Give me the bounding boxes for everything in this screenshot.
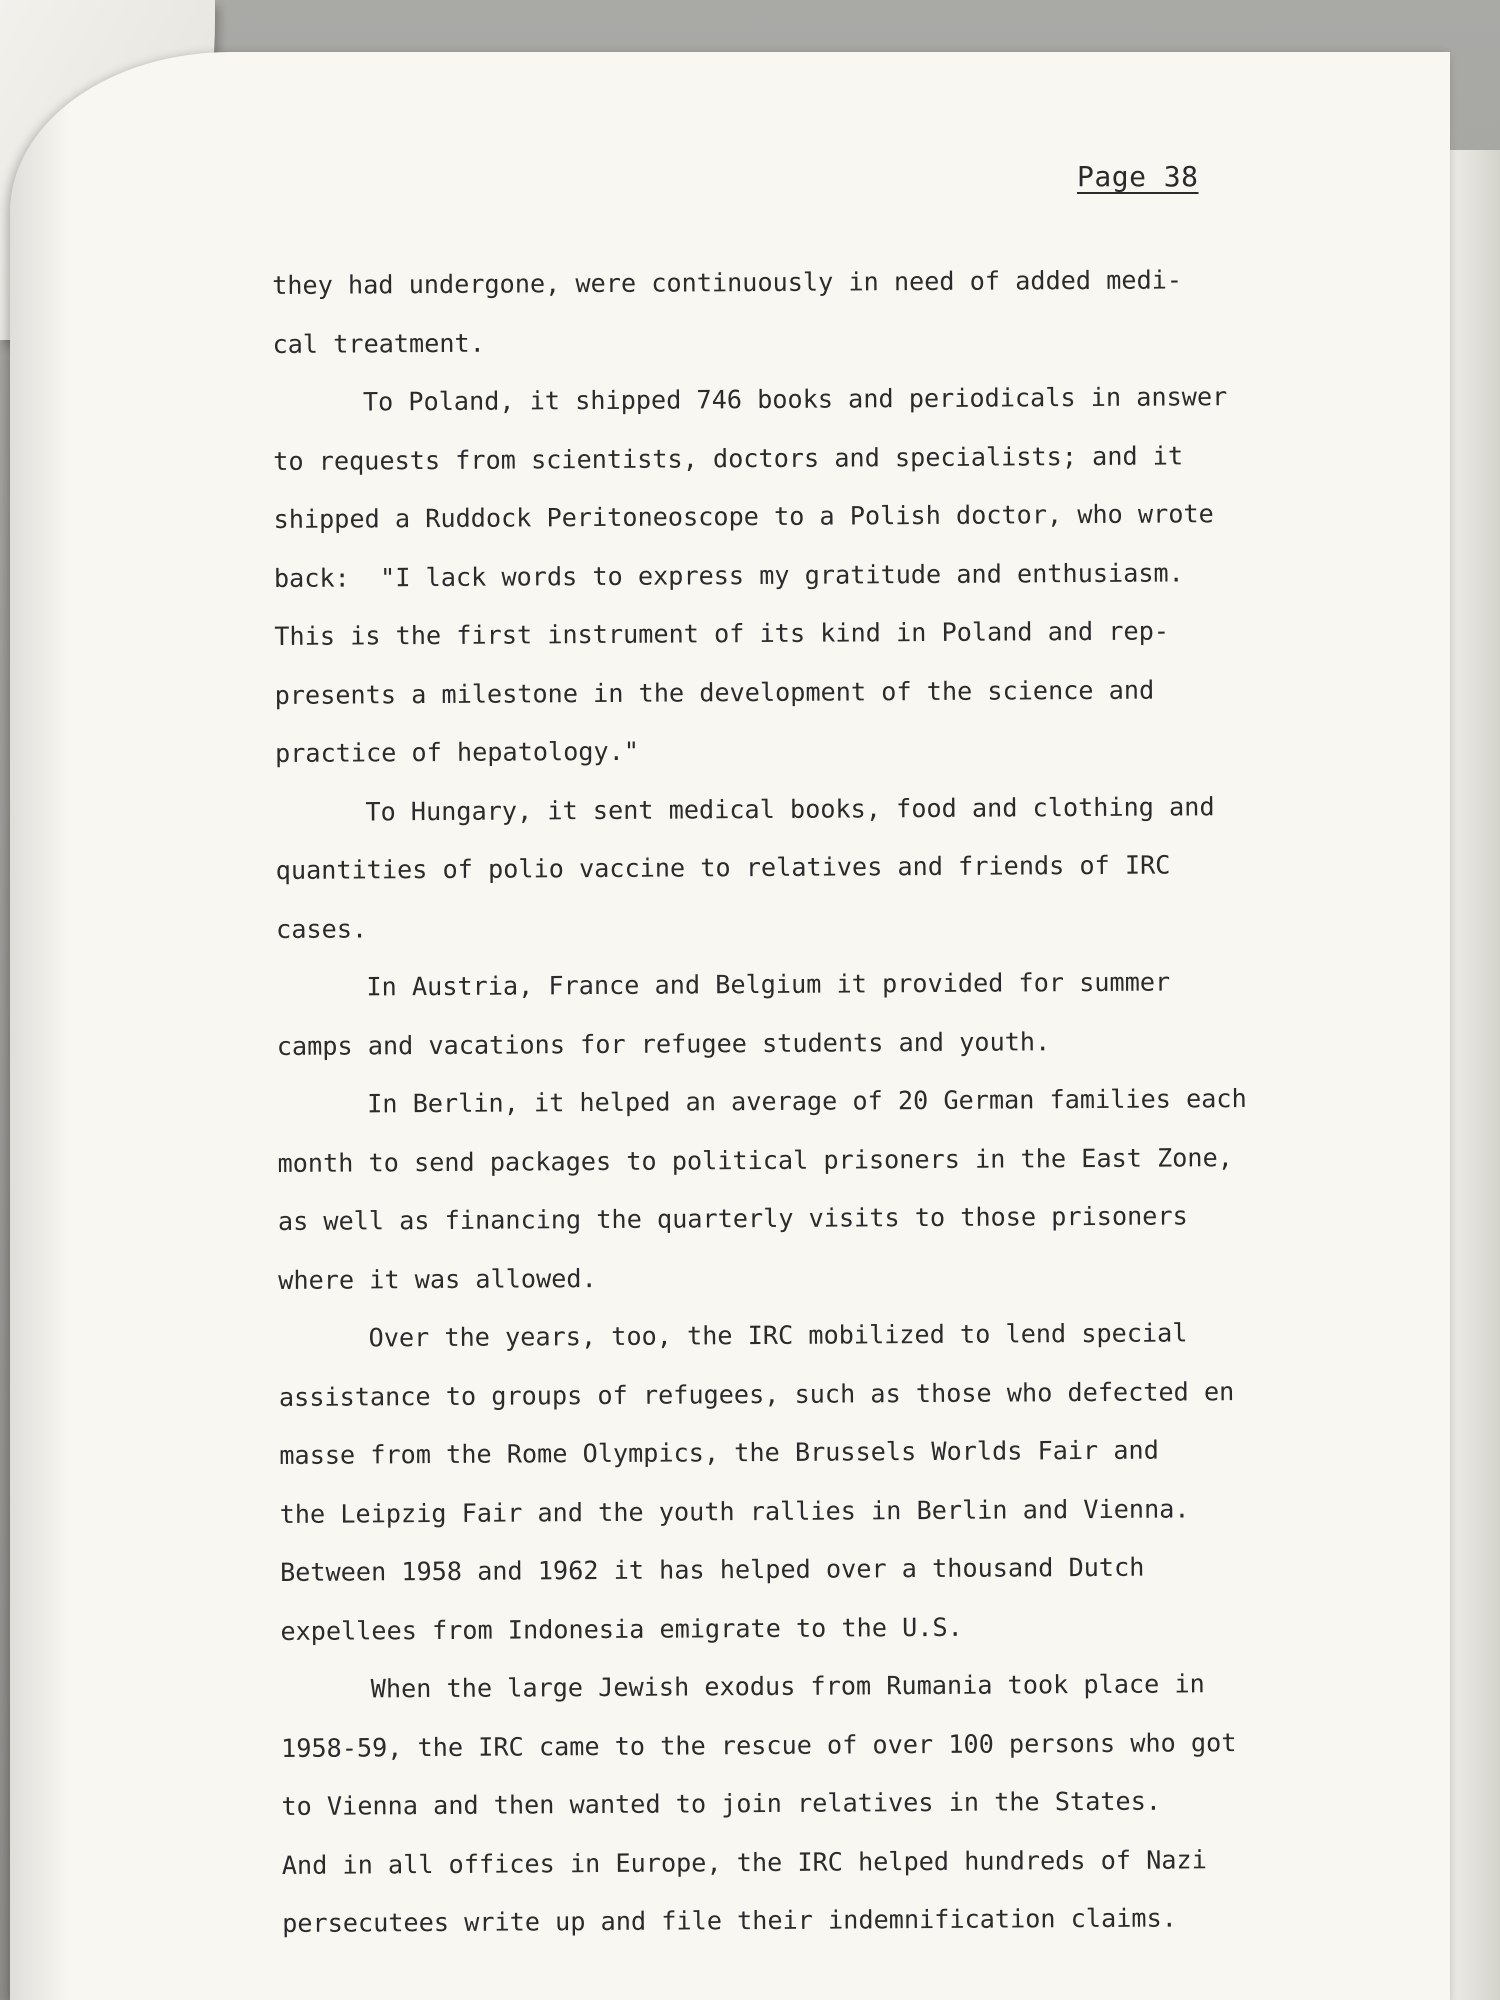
binding-shadow — [10, 52, 70, 2000]
page-number: Page 38 — [1077, 160, 1199, 193]
text-line: expellees from Indonesia emigrate to the U.S. — [280, 1612, 963, 1646]
text-line: 1958-59, the IRC came to the rescue of over 100 persons who got — [281, 1727, 1237, 1763]
text-line: presents a milestone in the development of the science and — [274, 675, 1155, 710]
text-line: back: "I lack words to express my gratitude and enthusiasm. — [273, 557, 1184, 593]
text-line: masse from the Rome Olympics, the Brussels Worlds Fair and — [279, 1435, 1159, 1470]
text-line: to requests from scientists, doctors and specialists; and it — [273, 440, 1184, 476]
text-line: Between 1958 and 1962 it has helped over a thousand Dutch — [279, 1552, 1145, 1587]
document-page — [10, 52, 1450, 2000]
paragraph-first-line: In Austria, France and Belgium it provided for summer — [366, 967, 1171, 1002]
paragraph-first-line: To Poland, it shipped 746 books and periodicals in answer — [362, 382, 1228, 417]
text-line: as well as financing the quarterly visits to those prisoners — [277, 1201, 1188, 1236]
text-line: the Leipzig Fair and the youth rallies in Berlin and Vienna. — [279, 1493, 1190, 1529]
text-line: to Vienna and then wanted to join relatives in the States. — [281, 1786, 1162, 1821]
text-line: And in all offices in Europe, the IRC helped hundreds of Nazi — [281, 1844, 1207, 1880]
text-line: shipped a Ruddock Peritoneoscope to a Polish doctor, who wrote — [273, 499, 1214, 534]
text-line: where it was allowed. — [278, 1263, 597, 1295]
paragraph-first-line: To Hungary, it sent medical books, food and clothing and — [365, 791, 1215, 826]
text-line: practice of hepatology." — [274, 736, 640, 768]
text-line: cal treatment. — [272, 328, 485, 359]
text-line: assistance to groups of refugees, such as those who defected en — [278, 1376, 1235, 1412]
text-line: they had undergone, were continuously in need of added medi- — [272, 265, 1183, 300]
paragraph-first-line: Over the years, too, the IRC mobilized to lend special — [368, 1318, 1188, 1353]
text-line: persecutees write up and file their indemnification claims. — [282, 1903, 1177, 1938]
text-line: month to send packages to political prisoners in the East Zone, — [277, 1142, 1233, 1178]
text-line: camps and vacations for refugee students and youth. — [276, 1026, 1051, 1061]
text-line: quantities of polio vaccine to relatives and friends of IRC — [275, 850, 1171, 885]
paragraph-first-line: When the large Jewish exodus from Rumania took place in — [370, 1669, 1205, 1704]
text-line: cases. — [276, 913, 368, 944]
typed-body-text — [272, 250, 1422, 1953]
paragraph-first-line: In Berlin, it helped an average of 20 German families each — [367, 1084, 1247, 1119]
text-line: This is the first instrument of its kind in Poland and rep- — [274, 616, 1170, 651]
